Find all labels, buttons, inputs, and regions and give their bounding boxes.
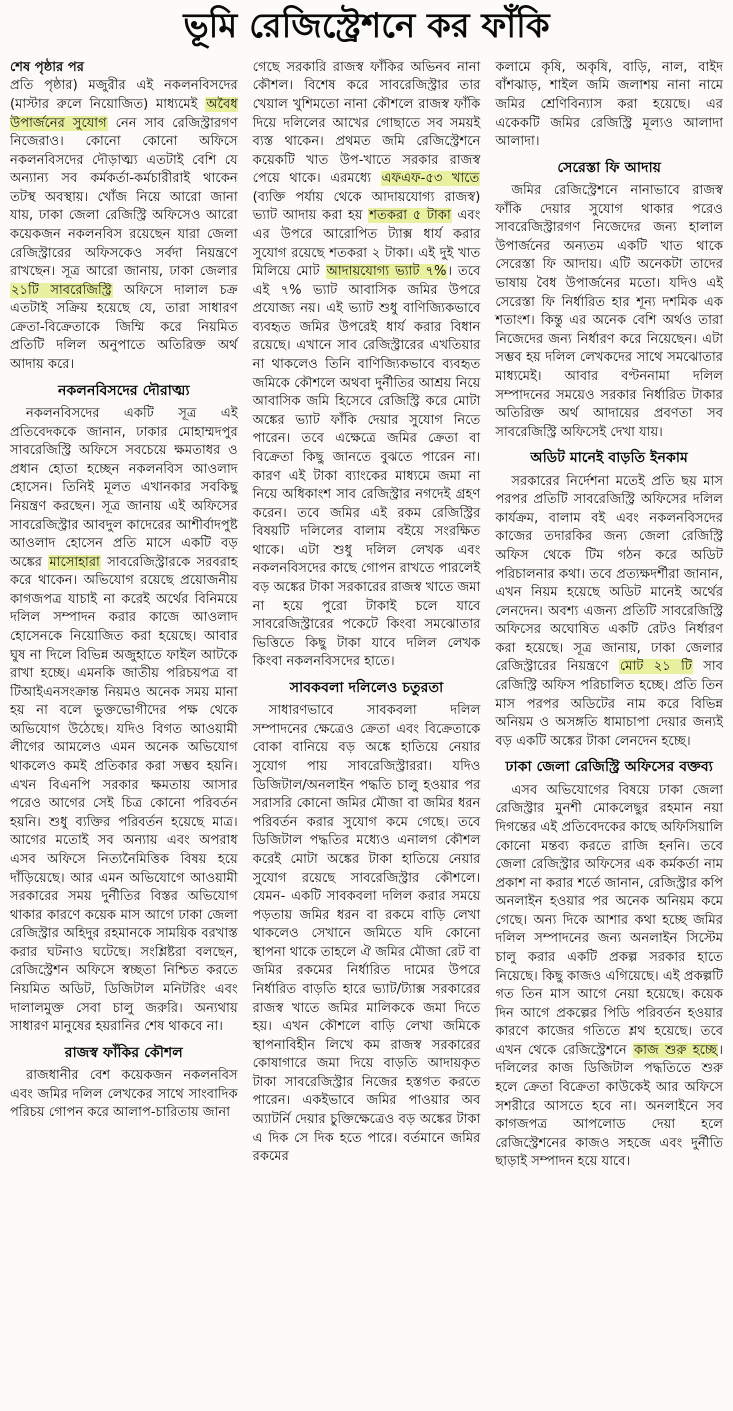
body-paragraph: এসব অভিযোগের বিষয়ে ঢাকা জেলা রেজিস্ট্রার মুনশী মোকলেছুর রহমান নয়া দিগন্তের এই প্রতিবেদকের কাছে অফিসিয়ালি কোনো মন্তব্য করতে রাজি হননি। তবে জেলা রেজিস্ট্রার অফিসের এক কর্মকর্তা নাম প্রকাশ না করার শর্তে জানান, রেজিস্ট্রার কপি অনলাইন হওয়ার পর অনেক অনিয়ম কমে গেছে। অন্য দিকে আশার কথা হচ্ছে জমির দলিল সম্পাদনের জন্য অনলাইন সিস্টেম চালু করার একটি প্রকল্প সরকার হাতে নিয়েছে। কিছু কাজও এগিয়েছে। এই প্রকল্পটি গত তিন মাস আগে নেয়া হয়েছে। কয়েক দিন আগে প্রকল্পের পিডি পরিবর্তন হওয়ার কারণে কাজের গতিতে শ্লথ হয়েছে। তবে এখন থেকে রেজিস্ট্রেশনে কাজ শুরু হচ্ছে। দলিলের কাজ ডিজিটাল পদ্ধতিতে শুরু হলে ক্রেতা বিক্রেতা কাউকেই আর অফিসে সশরীরে আসতে হবে না। অনলাইনে সব কাগজপত্র আপলোড দেয়া হলে রেজিস্ট্রেশনের কাজও সহজে এবং দুর্নীতি ছাড়াই সম্পাদন হয়ে যাবে। [495,782,724,1170]
section-subheading: সেরেস্তা ফি আদায় [557,159,662,176]
highlight-mark: কাজ শুরু হচ্ছে [634,1042,718,1058]
section-subheading: রাজস্ব ফাঁকির কৌশল [64,1044,183,1061]
body-paragraph: রাজধানীর বেশ কয়েকজন নকলনবিস এবং জমির দলিল লেখকের সাথে সাংবাদিক পরিচয় গোপন করে আলাপ-চারিতায় জানা [10,1068,238,1121]
section-subheading: ঢাকা জেলা রেজিস্ট্রি অফিসের বক্তব্য [505,759,713,776]
section-subheading: সাবকবলা দলিলেও চতুরতা [289,679,444,696]
article-columns [10,59,723,1175]
highlight-mark: ২১টি সাবরেজিস্ট্রি [11,282,112,298]
body-paragraph: গেছে সরকারি রাজস্ব ফাঁকির অভিনব নানা কৌশল। বিশেষ করে সাবরেজিস্ট্রার তার খেয়াল খুশিমতো নানা কৌশলে রাজস্ব ফাঁকি দিয়ে দলিলের আখের গোছাতে সব সময়ই ব্যস্ত থাকেন। প্রথমত জমি রেজিস্ট্রেশনে কয়েকটি খাত উপ-খাতে সরকার রাজস্ব পেয়ে থাকে। এরমধ্যে এফএফ-৫৩ খাতে (ব্যক্তি পর্যায় থেকে আদায়যোগ্য রাজস্ব) ভ্যাট আদায় করা হয় শতকরা ৫ টাকা এবং এর উপরে আরোপিত ট্যাক্স ধার্য করার সুযোগ রয়েছে শতকরা ২ টাকা। এই দুই খাত মিলিয়ে মোট আদায়যোগ্য ভ্যাট ৭%। তবে এই ৭% ভ্যাট আবাসিক জমির উপরে প্রযোজ্য নয়। এই ভ্যাট শুধু বাণিজ্যিকভাবে ব্যবহৃত জমির উপরেই ধার্য করার বিধান রয়েছে। এখানে সাব রেজিস্ট্রারের এখতিয়ার না থাকলেও তিনি বাণিজ্যিকভাবে ব্যবহৃত জমিকে কৌশলে অথবা দুর্নীতির আশ্রয় নিয়ে আবাসিক জমি হিসেবে রেজিস্ট্রি করে মোটা অঙ্কের ভ্যাট ফাঁকি দেয়ার সুযোগ নিতে পারেন। তবে এক্ষেত্রে জমির ক্রেতা বা বিক্রেতা কিছু জানতে বুঝতে পারেন না। কারণ এই টাকা ব্যাংকের মাধ্যমে জমা না নিয়ে অধিকাংশ সাব রেজিস্ট্রার নগদেই গ্রহণ করেন। তবে জমির এই রকম রেজিস্ট্রির বিষয়টি দলিলের বালাম বইয়ে সংরক্ষিত থাকে। এটা শুধু দলিল লেখক এবং নকলনবিসদের কাছে গোপন রাখতে পারলেই বড় অঙ্কের টাকা সরকারের রাজস্ব খাতে জমা না হয়ে পুরো টাকাই চলে যাবে সাবরেজিস্ট্রারের পকেটে কিংবা সমঝোতার ভিত্তিতে কিছু টাকা যাবে দলিল লেখক কিংবা নকলনবিসদের হাতে। [252,59,481,670]
body-paragraph: সাধারণভাবে সাবকবলা দলিল সম্পাদনের ক্ষেত্রেও ক্রেতা এবং বিক্রেতাকে বোকা বানিয়ে বড় অঙ্কে হাতিয়ে নেয়ার সুযোগ পায় সাবরেজিস্ট্রাররা। যদিও ডিজিটাল/অনলাইন পদ্ধতি চালু হওয়ার পর সরাসরি কোনো জমির মৌজা বা জমির ধরন পরিবর্তন করার সুযোগ কমে গেছে। তবে ডিজিটাল পদ্ধতির মধ্যেও এনালগ কৌশল করেই মোটা অঙ্কের টাকা হাতিয়ে নেয়ার সুযোগ রয়েছে সাবরেজিস্ট্রার কৌশলে। যেমন- একটি সাবকবলা দলিল করার সময়ে পড়তায় জমির ধরন বা রকমে বাড়ি লেখা থাকলেও সেখানে জমিতে যদি কোনো স্থাপনা থাকে তাহলে ঐ জমির মৌজা রেট বা জমির রকমের নির্ধারিত দামের উপরে নির্ধারিত বাড়তি হারে ভ্যাট/ট্যাক্স সরকারের রাজস্ব খাতে জমির মালিককে জমা দিতে হয়। এখন কৌশলে বাড়ি লেখা জমিকে স্থাপনাবিহীন লিখে কম রাজস্ব সরকারের কোষাগারে জমা দিয়ে বাড়তি আদায়কৃত টাকা সাবরেজিস্ট্রার নিজের হস্তগত করতে পারেন। একইভাবে জমির পাওয়ার অব অ্যাটর্নি দেয়ার চুক্তিক্ষেত্রেও বড় অঙ্কের টাকা এ দিক সে দিক হতে পারে। বর্তমানে জমির রকমের [252,703,481,1165]
section-subheading: নকলনবিসদের দৌরাত্ম্য [58,382,190,399]
article-column-2 [253,59,481,1175]
highlight-mark: এফএফ-৫৩ খাতে [381,171,480,187]
body-paragraph: কলামে কৃষি, অকৃষি, বাড়ি, নাল, বাইদ বাঁশঝাড়, শাইল জমি জলাশয় নানা নামে জমির শ্রেণিবিন্যাস করা হয়েছে। এর একেকটি জমির রেজিস্ট্রি মূল্যও আলাদা আলাদা। [495,59,724,150]
body-paragraph: শেষ পৃষ্ঠার পর প্রতি পৃষ্ঠার) মজুরীর এই নকলনবিসদের (মাস্টার রুলে নিয়োজিত) মাধ্যমেই অবৈধ উপার্জনের সুযোগ নেন সাব রেজিস্ট্রারগণ নিজেরাও। কোনো কোনো অফিসে নকলনবিসদের দৌড়াত্ম্য এতটাই বেশি যে অন্যান্য সব কর্মকর্তা-কর্মচারীরাই থাকেন তটস্থ অবস্থায়। খোঁজ নিয়ে আরো জানা যায়, ঢাকা জেলা রেজিস্ট্রি অফিসেও আরো কয়েকজন নকলনবিস রয়েছেন যারা জেলা রেজিস্ট্রারের অফিসকেও সর্বদা নিয়ন্ত্রণে রাখছেন। সূত্র আরো জানায়, ঢাকা জেলার ২১টি সাবরেজিস্ট্রি অফিসে দালাল চক্র এতটাই সক্রিয় হয়েছে যে, তারা সাধারণ ক্রেতা-বিক্রেতাকে জিম্মি করে নিয়মিত প্রতিটি দলিল অনুপাতে অতিরিক্ত অর্থ আদায় করে। [10,59,238,373]
highlight-mark: শতকরা ৫ টাকা [369,208,451,224]
highlight-mark: অবৈধ উপার্জনের সুযোগ [10,96,238,131]
body-paragraph: জমির রেজিস্ট্রেশনে নানাভাবে রাজস্ব ফাঁকি দেয়ার সুযোগ থাকার পরেও সাবরেজিস্ট্রারগণ নিজেদের জন্য হালাল উপার্জনের অন্যতম একটি খাত থাকে সেরেস্তা ফি আদায়। এটি অনেকটা তাদের ভাষায় বৈধ উপার্জনের মতো। যদিও এই সেরেস্তা ফি নির্ধারিত হার শূন্য দশমিক এক শতাংশ। কিন্তু এর অনেক বেশি অর্থও তারা নিজেদের জন্য নির্ধারণ করে নিয়েছেন। এটা সম্ভব হয় দলিল লেখকদের সাথে সমঝোতার মাধ্যমেই। আবার বণ্টননামা দলিল সম্পাদনের সময়েও সরকার নির্ধারিত টাকার অতিরিক্ত অর্থ আদায়ের প্রবণতা সব সাবরেজিস্ট্রি অফিসেই দেখা যায়। [495,183,724,440]
body-paragraph: সরকারের নির্দেশনা মতেই প্রতি ছয় মাস পরপর প্রতিটি সাবরেজিস্ট্রি অফিসের দলিল কার্যক্রম, বালাম বই এবং নকলনবিসদের কাজের তদারকির জন্য জেলা রেজিস্ট্রি অফিস থেকে টিম গঠন করে অডিট পরিচালনার কথা। তবে প্রত্যক্ষদর্শীরা জানান, এখন নিয়ম হয়েছে অডিট মানেই অর্থের লেনদেন। অবশ্য এজন্য প্রতিটি সাবরেজিস্ট্রি অফিসের অঘোষিত একটি রেটও নির্ধারণ করা হয়েছে। সূত্র জানায়, ঢাকা জেলার রেজিস্ট্রারের নিয়ন্ত্রণে মোট ২১ টি সাব রেজিস্ট্রি অফিস পরিচালিত হচ্ছে। প্রতি তিন মাস পরপর অডিটের নাম করে বিভিন্ন অনিয়ম ও অসঙ্গতি ধামাচাপা দেয়ার জন্যই বড় একটি অঙ্কের টাকা লেনদেন হচ্ছে। [495,473,724,749]
body-paragraph: নকলনবিসদের একটি সূত্র এই প্রতিবেদককে জানান, ঢাকার মোহাম্মদপুর সাবরেজিস্ট্রি অফিসে সবচেয়ে ক্ষমতাধর ও প্রধান হোতা হচ্ছেন নকলনবিস আওলাদ হোসেন। তিনিই মূলত এখানকার সবকিছু নিয়ন্ত্রণ করছেন। সূত্র জানায় এই অফিসের সাবরেজিস্ট্রার আবদুল কাদেরের আশীর্বাদপুষ্ট আওলাদ হোসেন প্রতি মাসে একটি বড় অঙ্কের মাসোহারা সাবরেজিস্ট্রারকে সরবরাহ করে থাকেন। অভিযোগ রয়েছে প্রয়োজনীয় কাগজপত্র যাচাই না করেই অর্থের বিনিময়ে দলিল সম্পাদন করার কাজে আওলাদ হোসেনকে নিয়োজিত করা হয়েছে। আবার ঘুষ না দিলে বিভিন্ন অজুহাতে ফাইল আটকে রাখা হচ্ছে। এমনকি জাতীয় পরিচয়পত্র বা টিআইএনসংক্রান্ত নিয়মও অনেক সময় মানা হয় না বলে ভুক্তভোগীদের পক্ষ থেকে অভিযোগ উঠেছে। যদিও বিগত আওয়ামী লীগের আমলেও এমন অনেক অভিযোগ থাকলেও কমই প্রতিকার করা সম্ভব হয়নি। এখন বিএনপি সরকার ক্ষমতায় আসার পরেও আগের সেই চিত্র কোনো পরিবর্তন হয়নি। শুধু ব্যক্তির পরিবর্তন হয়েছে মাত্র। আগের মতোই সব অন্যায় এবং অপরাধ এসব অফিসে নিত্যনৈমিত্তিক বিষয় হয়ে দাঁড়িয়েছে। আর এমন অভিযোগে আওয়ামী সরকারের সময় দুর্নীতির বিস্তর অভিযোগ থাকার কারণে কয়েক মাস আগে ঢাকা জেলা রেজিস্ট্রার অহিদুর রহমানকে সাময়িক বরখাস্ত করার ঘটনাও ঘটেছে। সংশ্লিষ্টরা বলছেন, রেজিস্ট্রেশন অফিসে স্বচ্ছতা নিশ্চিত করতে নিয়মিত অডিট, ডিজিটাল মনিটরিং এবং দালালমুক্ত সেবা চালু জরুরি। অন্যথায় সাধারণ মানুষের হয়রানির শেষ থাকবে না। [10,406,238,1035]
highlight-mark: মাসোহারা [49,554,100,570]
highlight-mark: আদায়যোগ্য ভ্যাট ৭% [326,264,447,280]
article-headline: ভূমি রেজিস্ট্রেশনে কর ফাঁকি [183,6,550,46]
article-column-3 [495,59,723,1175]
section-subheading: অডিট মানেই বাড়তি ইনকাম [530,450,688,467]
continued-from-label: শেষ পৃষ্ঠার পর [10,59,84,75]
article-column-1 [10,59,238,1175]
highlight-mark: মোট ২১ টি [619,659,692,675]
